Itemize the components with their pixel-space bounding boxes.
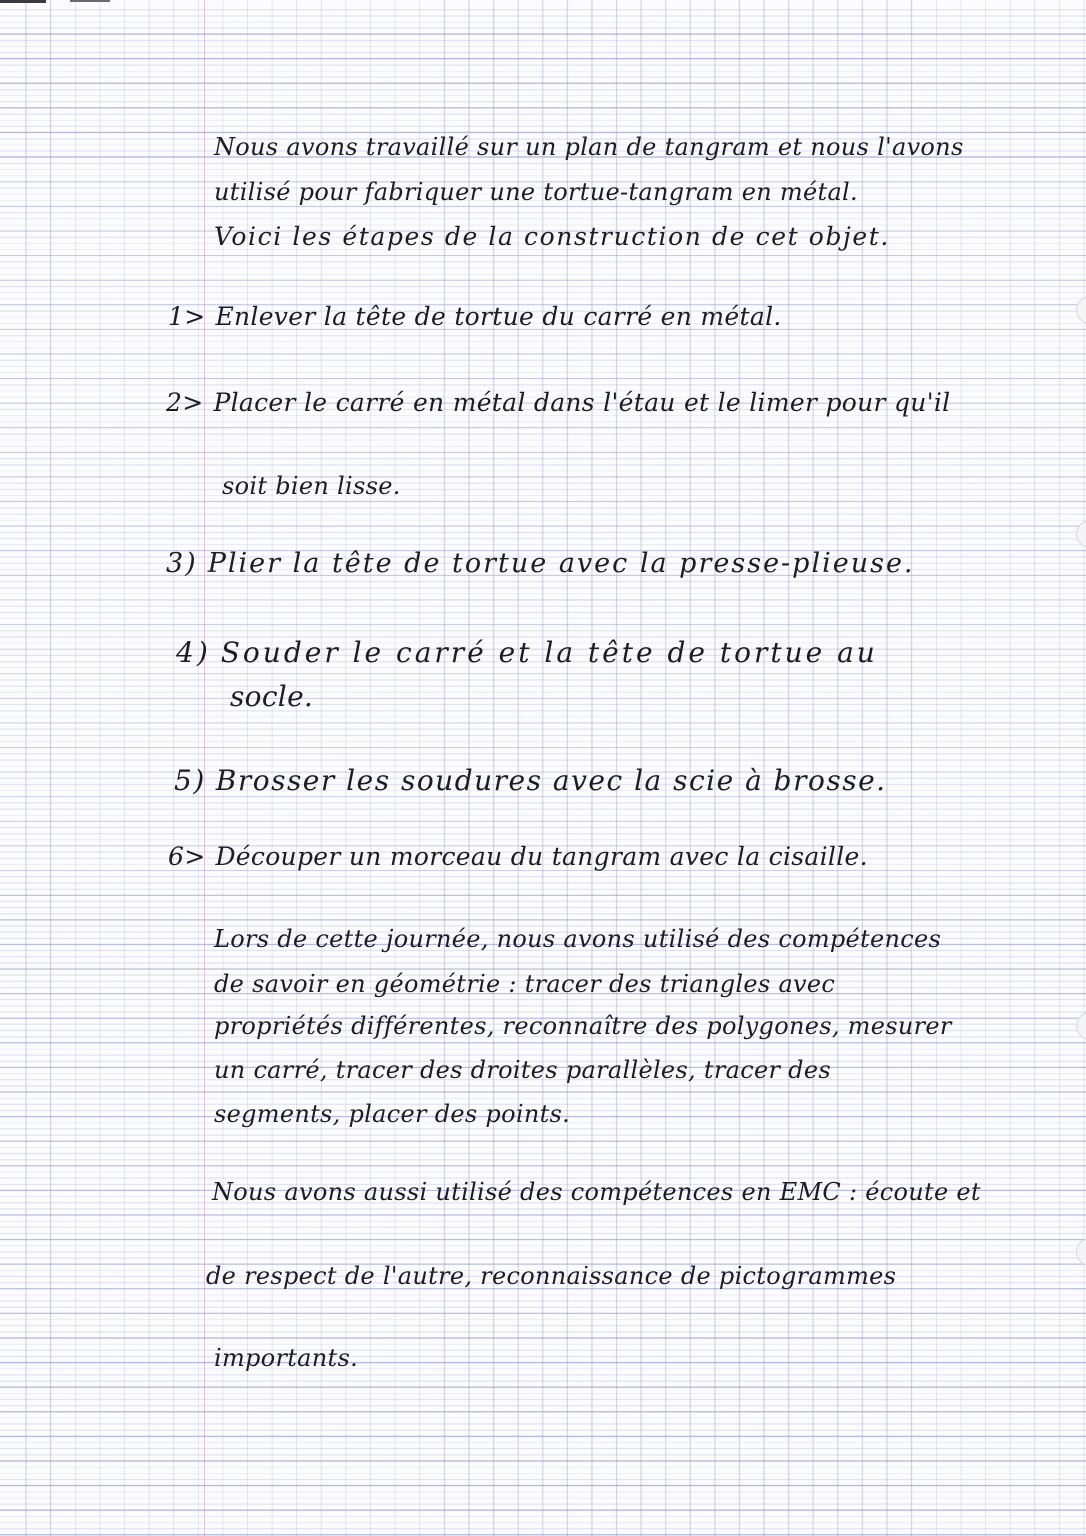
intro-line-1: Nous avons travaillé sur un plan de tangram et nous l'avons — [214, 133, 964, 161]
step-text: Brosser les soudures avec la scie à brosse. — [215, 764, 887, 797]
step-number: 4) — [176, 636, 211, 669]
step-5 — [174, 764, 887, 797]
step-6 — [168, 842, 868, 871]
intro-line-3: Voici les étapes de la construction de cet objet. — [214, 222, 890, 251]
punch-hole — [1076, 520, 1086, 548]
scan-corner-mark — [0, 0, 150, 5]
step-number: 6> — [168, 842, 206, 871]
emc-line-3: importants. — [214, 1344, 359, 1372]
step-3 — [166, 548, 915, 579]
geometry-line-5: segments, placer des points. — [214, 1100, 571, 1128]
step-4 — [176, 636, 878, 669]
step-2-continuation: soit bien lisse. — [222, 472, 401, 500]
step-number: 3) — [166, 548, 198, 579]
step-text: Plier la tête de tortue avec la presse-plieuse. — [207, 548, 915, 579]
emc-line-1: Nous avons aussi utilisé des compétences en EMC : écoute et — [212, 1178, 981, 1206]
step-text: Enlever la tête de tortue du carré en métal. — [215, 302, 782, 331]
punch-hole — [1076, 1238, 1086, 1266]
emc-line-2: de respect de l'autre, reconnaissance de pictogrammes — [206, 1262, 897, 1290]
step-text: Souder le carré et la tête de tortue au — [220, 636, 878, 669]
punch-hole — [1076, 1012, 1086, 1040]
step-number: 2> — [166, 388, 204, 417]
intro-line-2: utilisé pour fabriquer une tortue-tangram en métal. — [214, 178, 858, 206]
punch-hole — [1076, 296, 1086, 324]
geometry-line-3: propriétés différentes, reconnaître des polygones, mesurer — [214, 1012, 952, 1040]
step-4-continuation: socle. — [230, 680, 314, 713]
geometry-line-1: Lors de cette journée, nous avons utilisé des compétences — [214, 925, 942, 953]
geometry-line-2: de savoir en géométrie : tracer des triangles avec — [214, 970, 836, 998]
step-1 — [168, 302, 782, 331]
step-text: Découper un morceau du tangram avec la cisaille. — [215, 842, 868, 871]
step-number: 5) — [174, 764, 206, 797]
geometry-line-4: un carré, tracer des droites parallèles, tracer des — [214, 1056, 831, 1084]
step-number: 1> — [168, 302, 206, 331]
step-2 — [166, 388, 950, 417]
step-text: Placer le carré en métal dans l'étau et le limer pour qu'il — [213, 388, 951, 417]
